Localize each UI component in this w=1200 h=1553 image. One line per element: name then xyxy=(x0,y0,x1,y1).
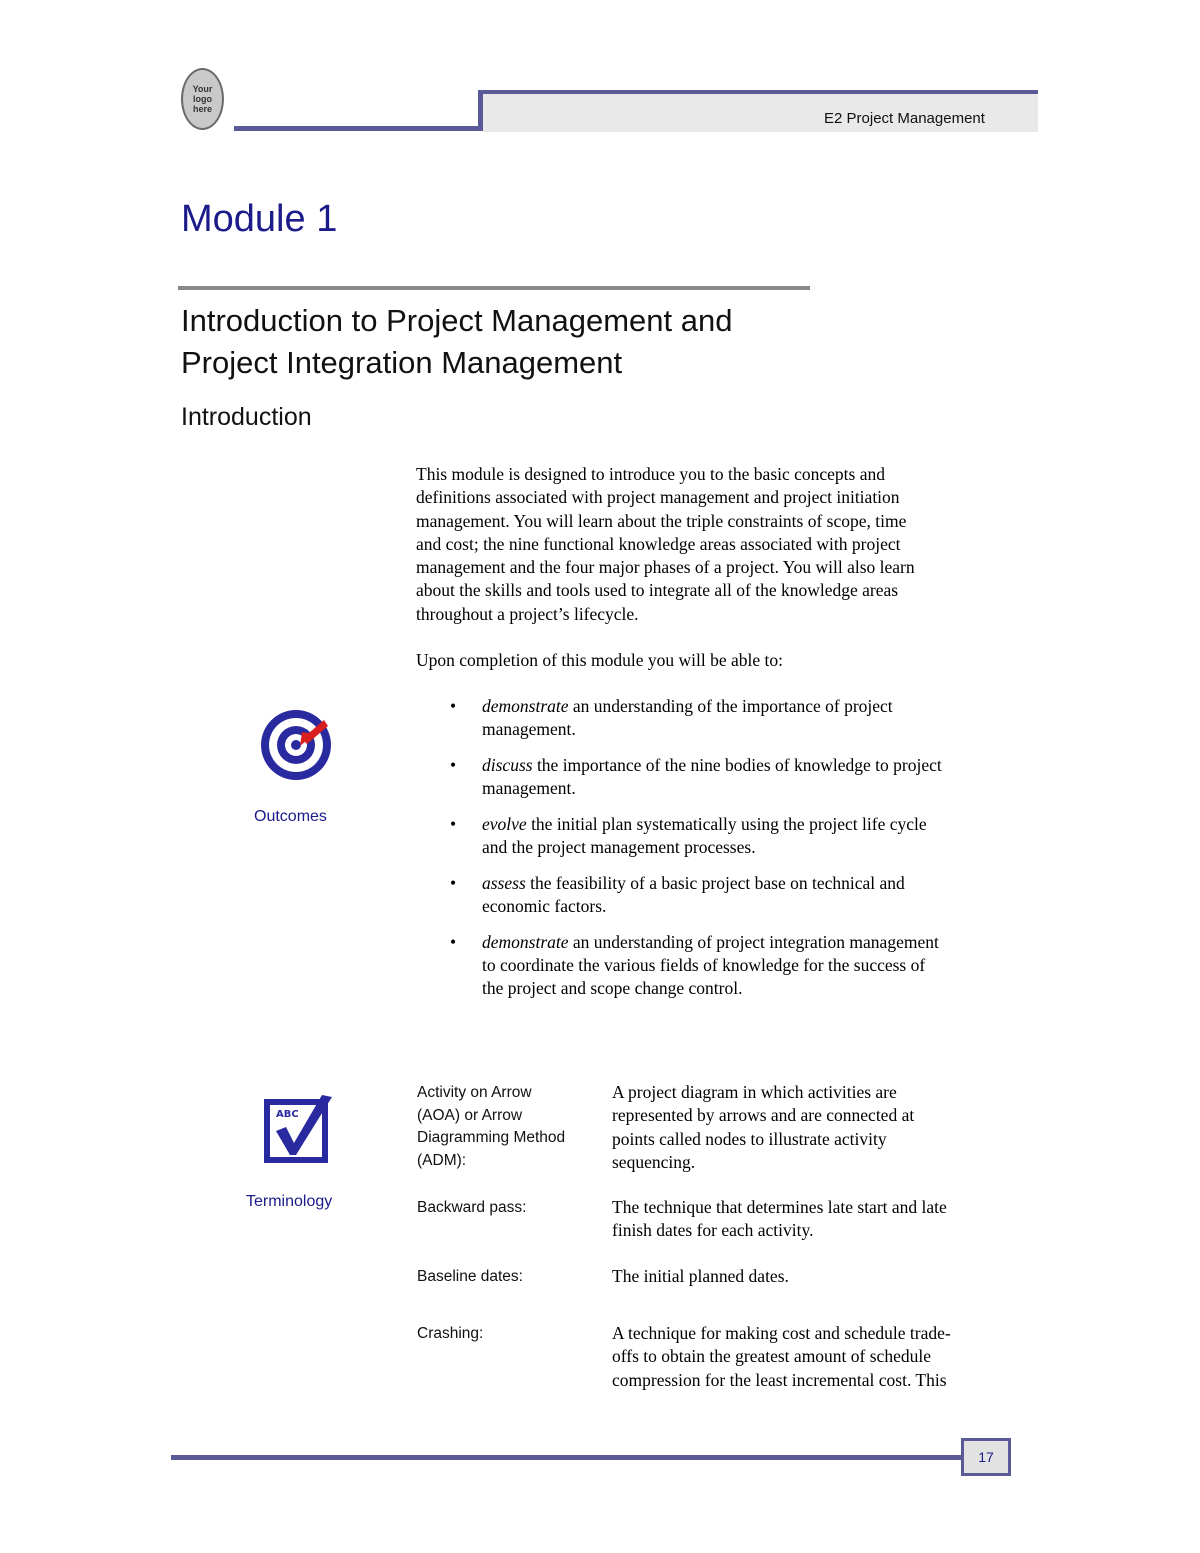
outcome-verb: discuss xyxy=(482,754,533,775)
terminology-label: Terminology xyxy=(246,1193,333,1210)
outcome-text: an understanding of project integration management xyxy=(568,931,939,952)
outcome-verb: evolve xyxy=(482,813,527,834)
outcome-text: to coordinate the various fields of knowledge for the success of xyxy=(482,954,926,975)
list-item xyxy=(416,754,1026,801)
intro-line: management and the four major phases of a project. You will also learn xyxy=(416,557,915,578)
bullet-icon: • xyxy=(450,813,457,834)
term-name xyxy=(417,1082,565,1172)
outcome-verb: demonstrate xyxy=(482,696,569,716)
term-line: (ADM): xyxy=(417,1151,467,1169)
term-line: Diagramming Method xyxy=(417,1129,566,1146)
page-number xyxy=(961,1438,1011,1476)
checkbox-icon xyxy=(262,1093,338,1167)
section-heading: Introduction xyxy=(181,403,312,431)
bullet-icon: • xyxy=(450,754,457,775)
term-line: Baseline dates: xyxy=(417,1268,523,1285)
module-title: Module 1 xyxy=(181,198,338,240)
outcome-text: the project and scope change control. xyxy=(482,978,743,999)
logo-text-line: Your xyxy=(192,84,213,94)
list-item xyxy=(416,813,1026,860)
definition-line: sequencing. xyxy=(612,1151,696,1172)
target-icon xyxy=(258,706,336,782)
definition-line: A project diagram in which activities are xyxy=(612,1082,897,1102)
definition-line: A technique for making cost and schedule trade- xyxy=(612,1323,951,1343)
definition-line: represented by arrows and are connected at xyxy=(612,1105,915,1126)
outcome-verb: assess xyxy=(482,872,526,893)
bullet-icon: • xyxy=(450,872,457,893)
definition-line: finish dates for each activity. xyxy=(612,1220,814,1241)
logo-text-line: logo xyxy=(193,94,212,104)
term-line: Activity on Arrow xyxy=(417,1084,532,1101)
intro-line: about the skills and tools used to integrate all of the knowledge areas xyxy=(416,580,899,601)
header-rule-step xyxy=(478,92,483,131)
intro-line: throughout a project’s lifecycle. xyxy=(416,603,639,624)
checkbox-icon-text: ABC xyxy=(276,1109,299,1120)
header-rule-top xyxy=(478,90,1038,94)
outcomes-list xyxy=(416,695,1026,1013)
term-name xyxy=(417,1197,526,1220)
outcome-text: management. xyxy=(482,719,576,740)
list-item xyxy=(416,872,1026,919)
outcome-text: economic factors. xyxy=(482,895,607,916)
definition-line: compression for the least incremental cost. This xyxy=(612,1369,947,1390)
term-line: (AOA) or Arrow xyxy=(417,1106,523,1124)
definition-line: points called nodes to illustrate activity xyxy=(612,1128,887,1149)
title-divider xyxy=(178,286,810,290)
term-line: Crashing: xyxy=(417,1325,484,1342)
intro-line: management. You will learn about the triple constraints of scope, time xyxy=(416,510,907,531)
outcome-text: an understanding of the importance of project xyxy=(568,696,893,716)
header-title: E2 Project Management xyxy=(824,110,985,127)
definition-line: The technique that determines late start and late xyxy=(612,1197,947,1217)
footer-rule xyxy=(171,1455,963,1460)
outcomes-lead: Upon completion of this module you will be able to: xyxy=(416,650,783,670)
page-number-text: 17 xyxy=(978,1449,994,1465)
term-name xyxy=(417,1323,483,1346)
definition-line: The initial planned dates. xyxy=(612,1266,789,1286)
intro-line: definitions associated with project management and project initiation xyxy=(416,487,900,508)
term-definition xyxy=(612,1196,1012,1243)
list-item xyxy=(416,931,1026,1001)
intro-line: and cost; the nine functional knowledge areas associated with project xyxy=(416,533,901,554)
list-item xyxy=(416,695,1026,742)
outcome-text: the feasibility of a basic project base on technical and xyxy=(525,872,905,893)
bullet-icon: • xyxy=(450,696,457,716)
bullet-icon: • xyxy=(450,931,457,952)
page-subtitle xyxy=(181,300,732,384)
subtitle-line: Project Integration Management xyxy=(181,345,623,380)
definition-line: offs to obtain the greatest amount of schedule xyxy=(612,1346,931,1367)
term-definition xyxy=(612,1265,1012,1288)
header-rule-left xyxy=(234,126,482,131)
outcome-verb: demonstrate xyxy=(482,931,569,952)
term-definition xyxy=(612,1322,1012,1392)
logo-text-line: here xyxy=(192,104,212,114)
outcome-text: the initial plan systematically using the project life cycle xyxy=(526,813,927,834)
logo-placeholder xyxy=(181,68,224,130)
term-name xyxy=(417,1266,523,1289)
intro-line: This module is designed to introduce you to the basic concepts and xyxy=(416,464,885,484)
term-line: Backward pass: xyxy=(417,1199,527,1216)
outcome-text: the importance of the nine bodies of knowledge to project xyxy=(532,754,942,775)
subtitle-line: Introduction to Project Management and xyxy=(181,303,733,338)
outcome-text: management. xyxy=(482,778,576,799)
term-definition xyxy=(612,1081,1012,1174)
outcome-text: and the project management processes. xyxy=(482,837,756,858)
intro-paragraph xyxy=(416,463,1016,626)
outcomes-label: Outcomes xyxy=(254,808,327,825)
